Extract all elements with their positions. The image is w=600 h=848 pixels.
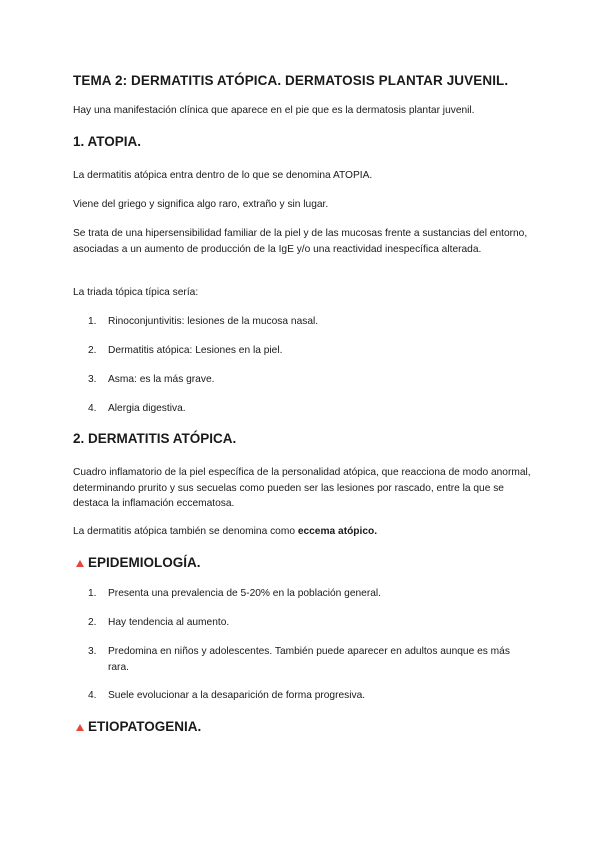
list-text: Predomina en niños y adolescentes. También puede aparecer en adultos aunque es más rara.	[108, 646, 510, 673]
list-item	[88, 401, 528, 417]
list-number: 1.	[88, 316, 97, 327]
list-item	[88, 586, 528, 602]
list-text: Dermatitis atópica: Lesiones en la piel.	[108, 345, 283, 356]
paragraph: Cuadro inflamatorio de la piel específica de la personalidad atópica, que reacciona de modo anormal, determinando prurito y sus secuelas como pueden ser las lesiones por rascado, entre la que se destaca la inflamación eccematosa.	[73, 467, 531, 509]
paragraph-eccema	[73, 524, 533, 540]
paragraph: Se trata de una hipersensibilidad familiar de la piel y de las mucosas frente a sustancias del entorno, asociadas a un aumento de producción de la IgE y/o una reactividad inespecífica alterada.	[73, 228, 528, 255]
list-item	[88, 343, 528, 359]
list-text: Suele evolucionar a la desaparición de forma progresiva.	[108, 690, 366, 701]
paragraph: La dermatitis atópica entra dentro de lo que se denomina ATOPIA.	[73, 170, 373, 181]
list-item	[88, 688, 528, 704]
warning-triangle-icon	[76, 560, 84, 567]
section-heading-dermatitis: 2. DERMATITIS ATÓPICA.	[73, 431, 237, 446]
subsection-heading-text: EPIDEMIOLOGÍA.	[88, 555, 201, 570]
list-text: Rinoconjuntivitis: lesiones de la mucosa nasal.	[108, 316, 319, 327]
subsection-heading-text: ETIOPATOGENIA.	[88, 719, 202, 734]
paragraph-text: La dermatitis atópica también se denomina como	[73, 526, 298, 537]
list-number: 1.	[88, 588, 97, 599]
list-number: 4.	[88, 403, 97, 414]
bold-term: eccema atópico.	[297, 526, 378, 537]
list-item	[88, 372, 528, 388]
list-item	[88, 644, 528, 675]
list-text: Asma: es la más grave.	[108, 374, 215, 385]
list-text: Hay tendencia al aumento.	[108, 617, 230, 628]
list-text: Alergia digestiva.	[108, 403, 186, 414]
list-text: Presenta una prevalencia de 5-20% en la población general.	[108, 588, 381, 599]
list-number: 3.	[88, 374, 97, 385]
list-number: 4.	[88, 690, 97, 701]
list-number: 2.	[88, 345, 97, 356]
list-number: 3.	[88, 646, 97, 657]
list-number: 2.	[88, 617, 97, 628]
intro-paragraph: Hay una manifestación clínica que aparece en el pie que es la dermatosis plantar juvenil.	[73, 105, 475, 116]
list-item	[88, 314, 528, 330]
subsection-heading-etiopatogenia	[76, 719, 536, 734]
paragraph: La triada tópica típica sería:	[73, 287, 199, 298]
section-heading-atopia: 1. ATOPIA.	[73, 134, 142, 149]
paragraph: Viene del griego y significa algo raro, extraño y sin lugar.	[73, 199, 329, 210]
document-title: TEMA 2: DERMATITIS ATÓPICA. DERMATOSIS PLANTAR JUVENIL.	[73, 73, 509, 88]
list-item	[88, 615, 528, 631]
subsection-heading-epidemiologia	[76, 555, 536, 570]
warning-triangle-icon	[76, 724, 84, 731]
